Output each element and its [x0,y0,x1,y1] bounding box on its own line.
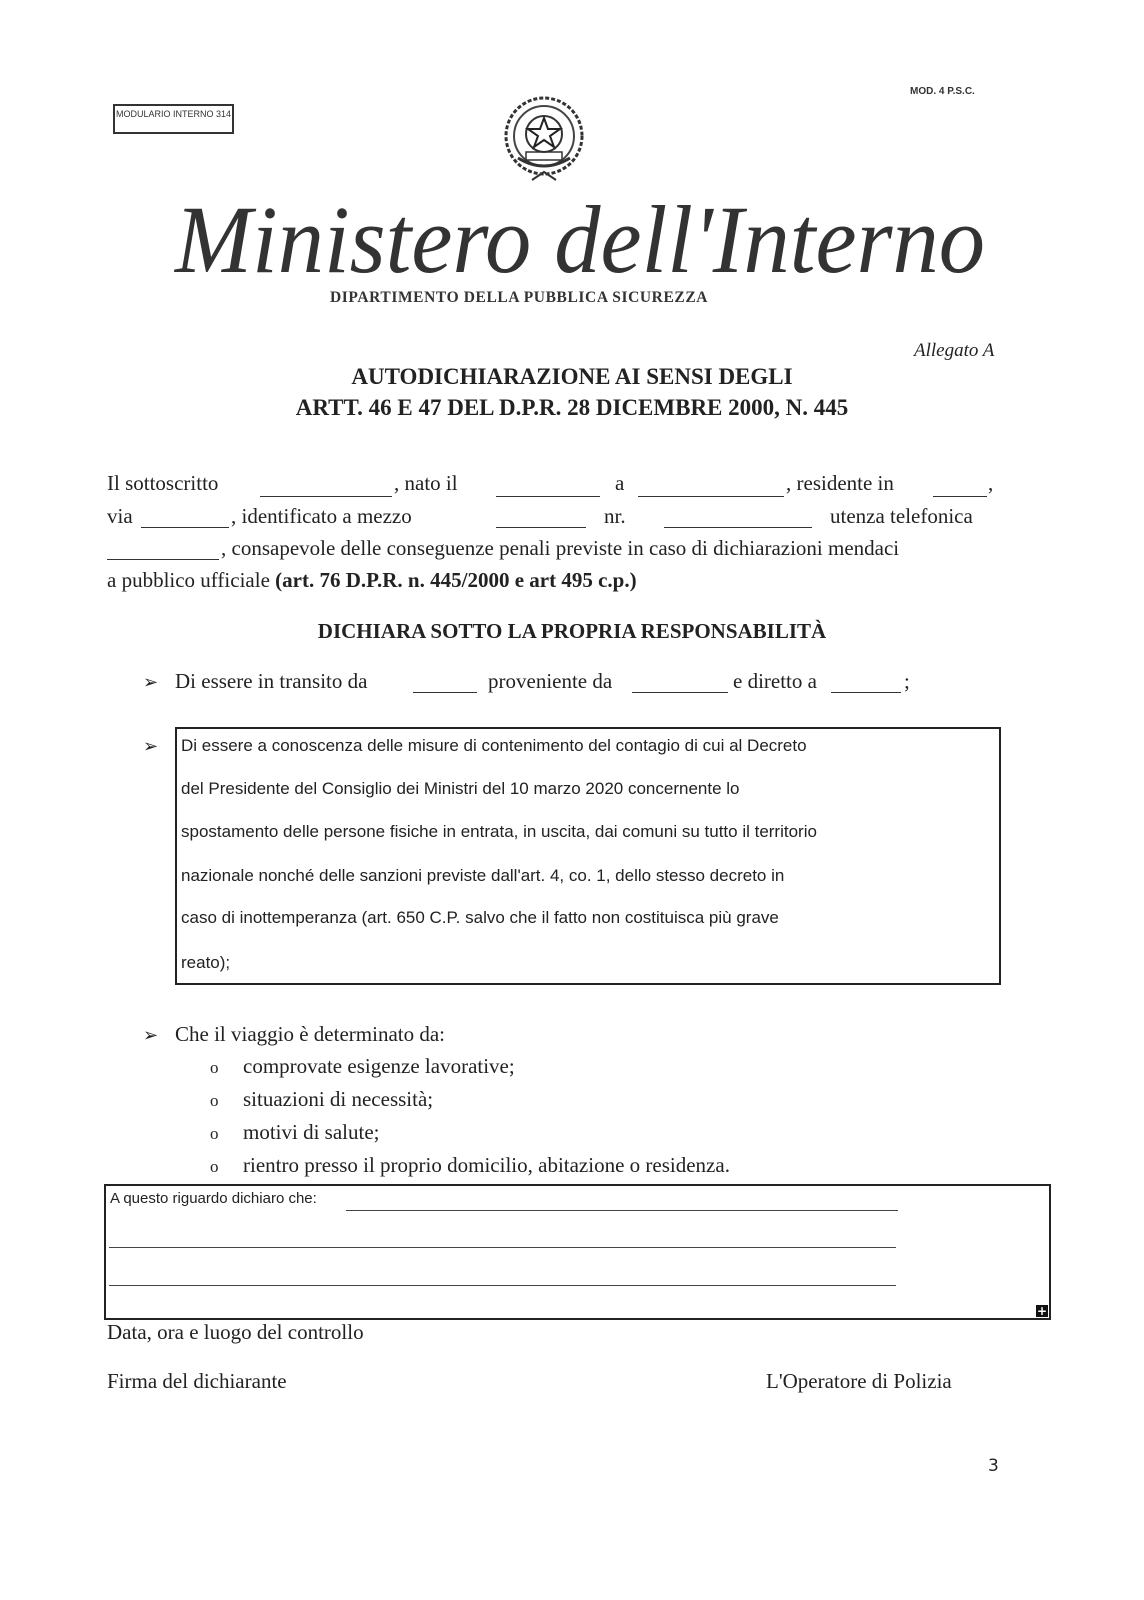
riguardo-line [109,1285,896,1286]
riguardo-line [346,1210,898,1211]
italian-emblem-icon [498,88,590,188]
intro-pubblico-text: a pubblico ufficiale [107,568,276,592]
intro-utenza: utenza telefonica [830,504,973,528]
transit-semicolon: ; [904,669,910,693]
provenance-label: proveniente da [488,669,613,693]
intro-nr: nr. [604,504,626,528]
contagio-line: spostamento delle persone fisiche in entrata, in uscita, dai comuni su tutto il territorio [181,822,817,841]
intro-comma: , [988,471,994,495]
destination-field-line[interactable] [831,692,901,693]
modulario-label: MODULARIO INTERNO 314 [115,109,232,119]
viaggio-heading: Che il viaggio è determinato da: [175,1022,446,1046]
doc-title-line-1: AUTODICHIARAZIONE AI SENSI DEGLI [351,364,793,389]
contagio-line: reato); [181,953,231,972]
ministry-logo [160,176,1000,298]
intro-residente: , residente in [786,471,894,495]
option-rientro: rientro presso il proprio domicilio, abitazione o residenza. [243,1153,730,1177]
ministry-logo-text: Ministero dell'Interno [173,186,985,293]
arrow-bullet-icon: ➢ [143,672,159,692]
intro-via: via [107,504,133,528]
intro-nato: , nato il [394,471,458,495]
intro-sottoscritto: Il sottoscritto [107,471,219,495]
riguardo-line [109,1247,896,1248]
birthdate-field-line[interactable] [496,496,600,497]
residence-field-line[interactable] [933,496,987,497]
option-circle-icon[interactable]: o [210,1157,219,1176]
page-number: 3 [988,1456,999,1476]
transit-field-line[interactable] [413,692,477,693]
name-field-line[interactable] [260,496,392,497]
arrow-bullet-icon: ➢ [143,1025,159,1045]
intro-a: a [615,471,625,495]
department: DIPARTIMENTO DELLA PUBBLICA SICUREZZA [330,289,709,306]
doc-title-line-2: ARTT. 46 E 47 DEL D.P.R. 28 DICEMBRE 2000, N. 445 [295,395,849,420]
transit-label: Di essere in transito da [175,669,368,693]
birthplace-field-line[interactable] [638,496,784,497]
contagio-line: nazionale nonché delle sanzioni previste dall'art. 4, co. 1, dello stesso decreto in [181,866,785,885]
mod-code: MOD. 4 P.S.C. [910,86,975,97]
option-circle-icon[interactable]: o [210,1091,219,1110]
id-number-field-line[interactable] [664,527,812,528]
firma-dichiarante-label: Firma del dichiarante [107,1369,287,1393]
arrow-bullet-icon: ➢ [143,736,159,756]
phone-field-line[interactable] [107,559,219,560]
intro-pubblico-ufficiale [107,568,637,593]
intro-identificato: , identificato a mezzo [231,504,412,528]
option-necessita: situazioni di necessità; [243,1087,434,1111]
id-document-field-line[interactable] [496,527,586,528]
declare-heading: DICHIARA SOTTO LA PROPRIA RESPONSABILITÀ [317,619,827,643]
option-lavoro: comprovate esigenze lavorative; [243,1054,515,1078]
riguardo-label: A questo riguardo dichiaro che: [110,1190,317,1207]
modulario-box [113,104,234,134]
operatore-polizia-label: L'Operatore di Polizia [766,1369,952,1393]
option-circle-icon[interactable]: o [210,1058,219,1077]
intro-consapevole: , consapevole delle conseguenze penali previste in caso di dichiarazioni mendaci [221,536,900,560]
destination-label: e diretto a [733,669,817,693]
street-field-line[interactable] [141,527,229,528]
expand-field-button[interactable]: + [1036,1304,1048,1318]
provenance-field-line[interactable] [632,692,728,693]
option-salute: motivi di salute; [243,1120,380,1144]
allegato: Allegato A [914,340,995,361]
contagio-line: del Presidente del Consiglio dei Ministri del 10 marzo 2020 concernente lo [181,779,740,798]
contagio-line: caso di inottemperanza (art. 650 C.P. salvo che il fatto non costituisca più grave [181,908,779,927]
intro-law-reference: (art. 76 D.P.R. n. 445/2000 e art 495 c.p.) [275,568,637,592]
contagio-line: Di essere a conoscenza delle misure di contenimento del contagio di cui al Decreto [181,736,807,755]
riguardo-text-field[interactable] [104,1184,1051,1320]
option-circle-icon[interactable]: o [210,1124,219,1143]
data-luogo-label: Data, ora e luogo del controllo [107,1320,364,1344]
contagio-text-field[interactable] [175,727,1001,985]
